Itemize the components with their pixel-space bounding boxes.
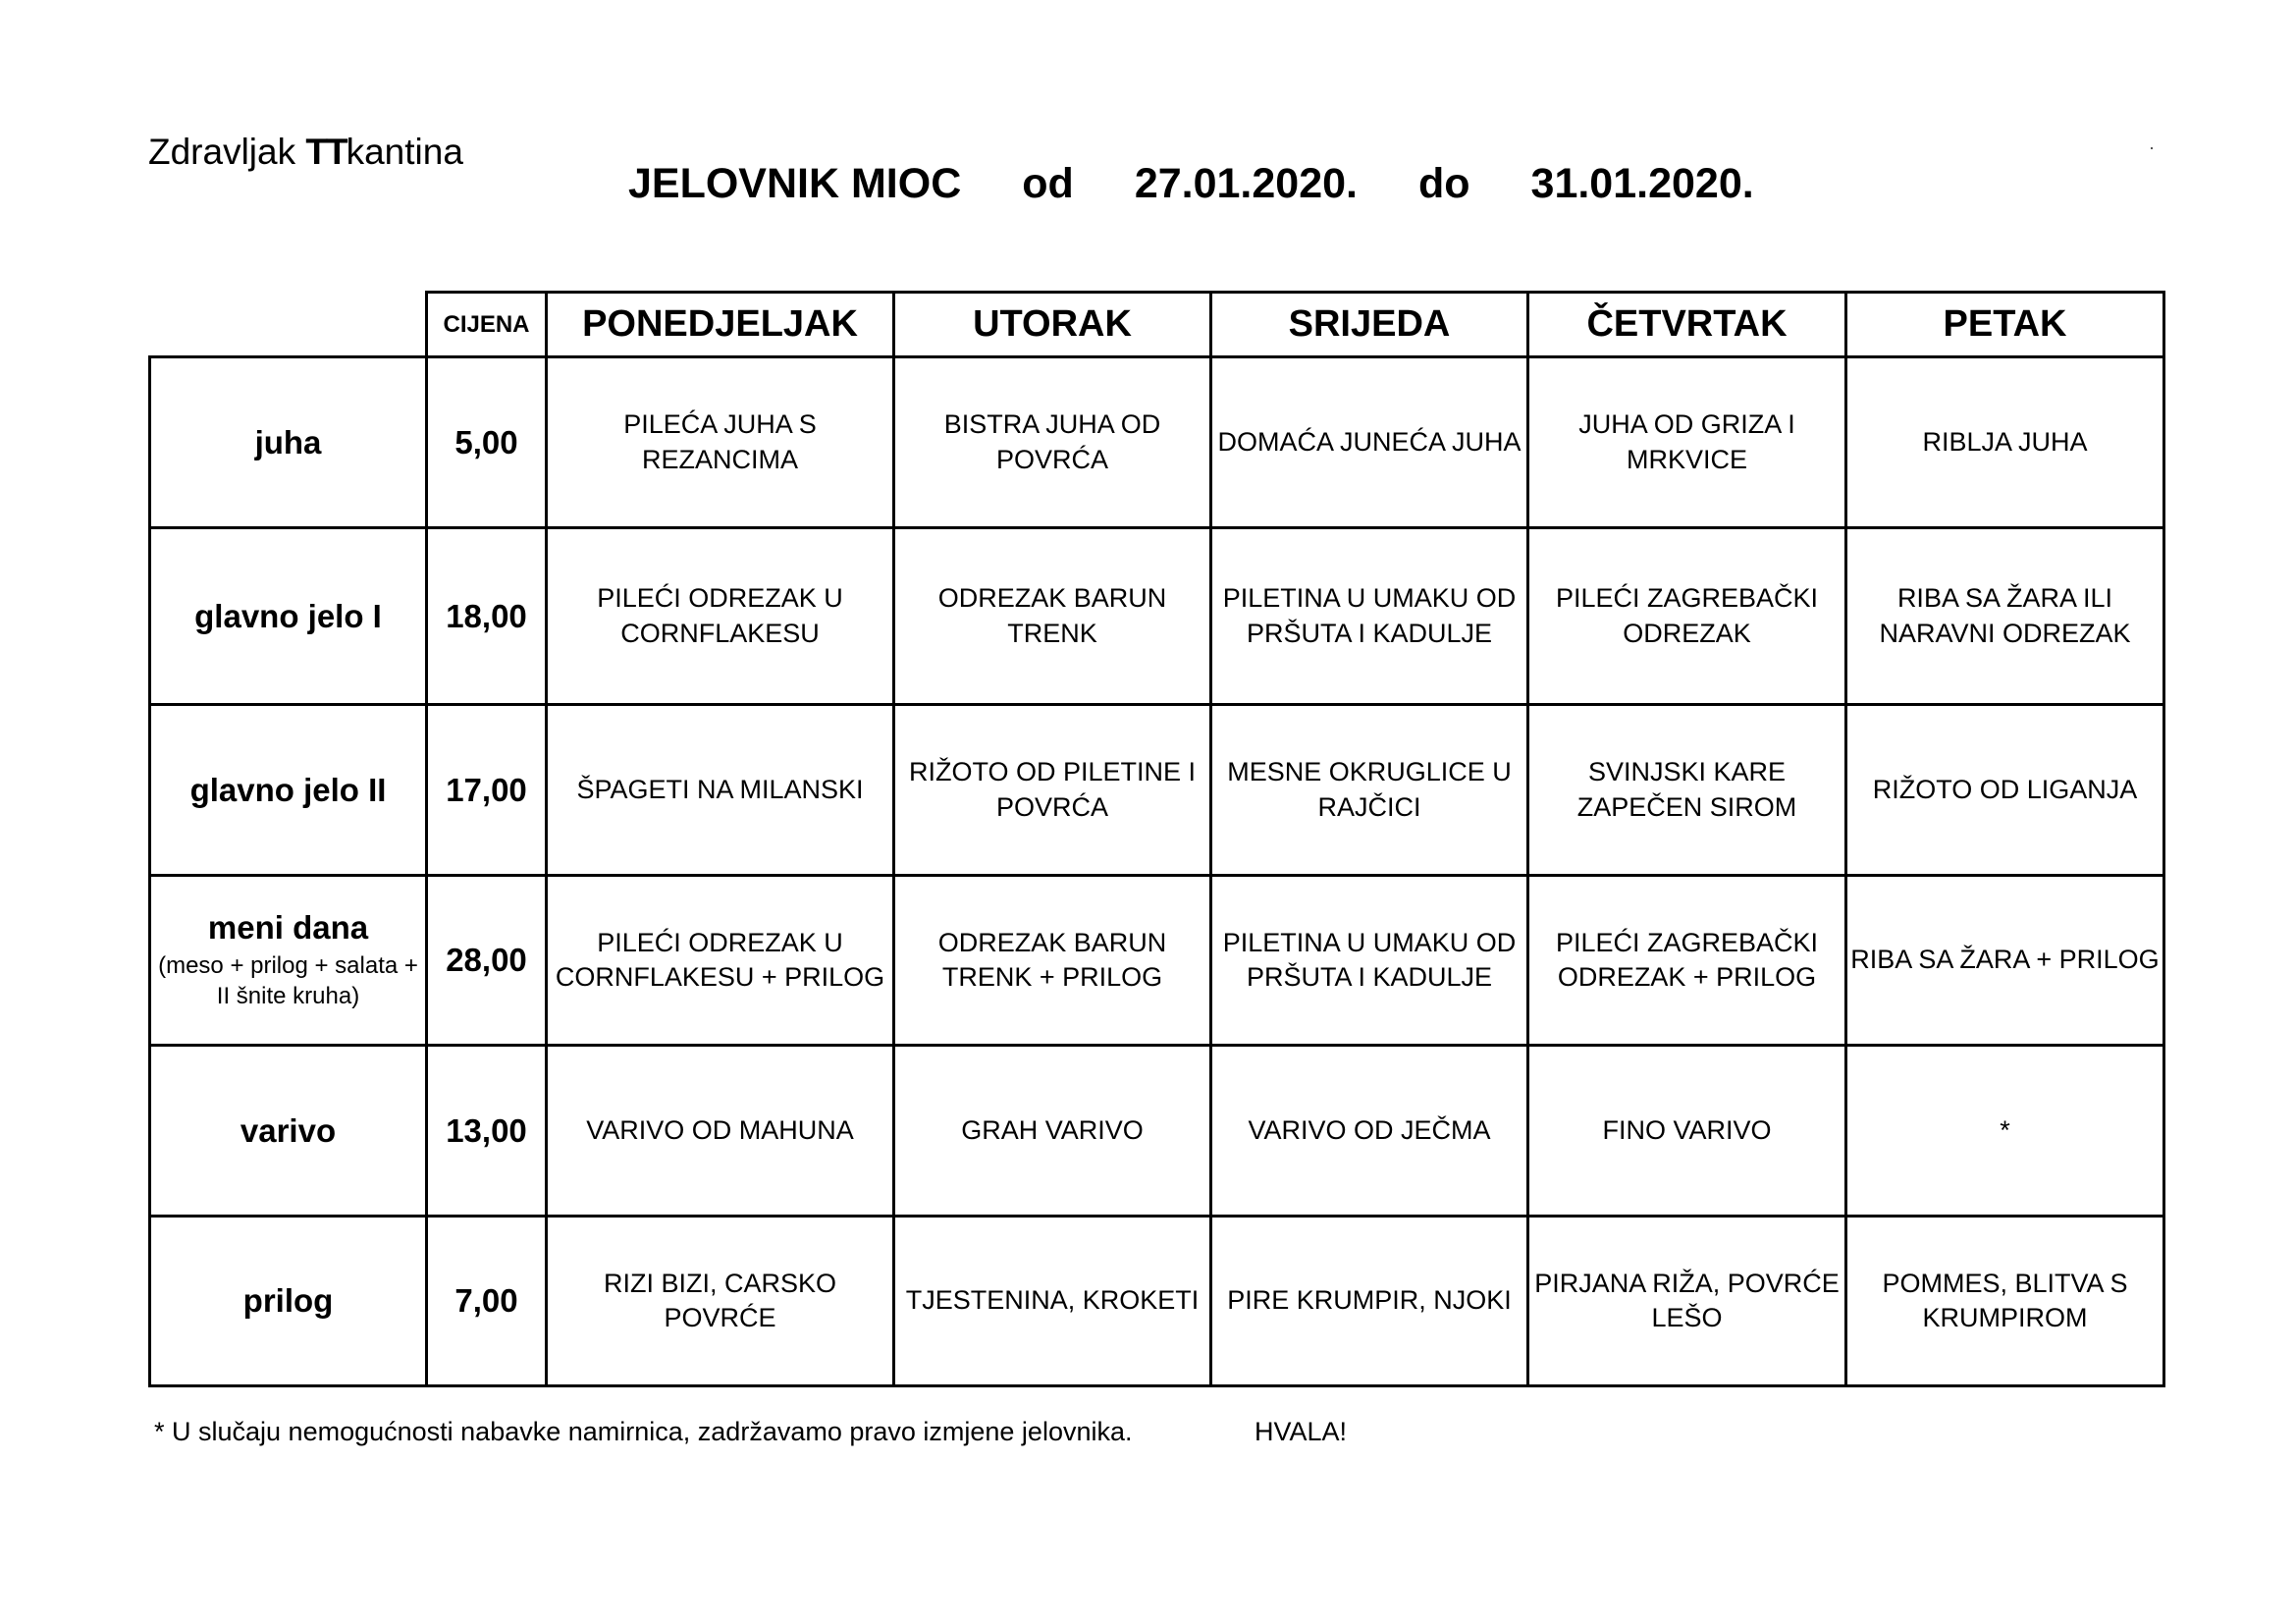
day-header-monday: PONEDJELJAK — [547, 293, 894, 357]
menu-item: PILEĆA JUHA S REZANCIMA — [547, 357, 894, 528]
menu-item: JUHA OD GRIZA I MRKVICE — [1528, 357, 1846, 528]
brand-tt-logo: TT — [305, 132, 347, 172]
corner-cell — [150, 293, 427, 357]
row-label: varivo — [150, 1046, 427, 1217]
row-price: 28,00 — [427, 876, 547, 1046]
day-header-tuesday: UTORAK — [894, 293, 1211, 357]
row-price: 5,00 — [427, 357, 547, 528]
menu-item: DOMAĆA JUNEĆA JUHA — [1211, 357, 1528, 528]
row-price: 7,00 — [427, 1217, 547, 1386]
menu-row-prilog — [150, 1217, 2164, 1386]
menu-item: BISTRA JUHA OD POVRĆA — [894, 357, 1211, 528]
row-label: glavno jelo II — [150, 705, 427, 876]
menu-item: PILEĆI ZAGREBAČKI ODREZAK — [1528, 528, 1846, 705]
menu-item: RIBA SA ŽARA ILI NARAVNI ODREZAK — [1846, 528, 2164, 705]
canteen-brand — [148, 134, 463, 170]
menu-item: PILETINA U UMAKU OD PRŠUTA I KADULJE — [1211, 876, 1528, 1046]
date-from: 27.01.2020. — [1134, 160, 1358, 207]
menu-item: PILETINA U UMAKU OD PRŠUTA I KADULJE — [1211, 528, 1528, 705]
menu-item: VARIVO OD JEČMA — [1211, 1046, 1528, 1217]
menu-item: RIZI BIZI, CARSKO POVRĆE — [547, 1217, 894, 1386]
day-header-friday: PETAK — [1846, 293, 2164, 357]
price-header: CIJENA — [427, 293, 547, 357]
day-header-thursday: ČETVRTAK — [1528, 293, 1846, 357]
menu-item: RIBA SA ŽARA + PRILOG — [1846, 876, 2164, 1046]
brand-suffix: kantina — [346, 132, 463, 172]
menu-item: ODREZAK BARUN TRENK — [894, 528, 1211, 705]
title-prefix: JELOVNIK MIOC — [628, 160, 962, 207]
menu-item: PIRJANA RIŽA, POVRĆE LEŠO — [1528, 1217, 1846, 1386]
menu-item: * — [1846, 1046, 2164, 1217]
day-header-wednesday: SRIJEDA — [1211, 293, 1528, 357]
row-sublabel: (meso + prilog + salata + II šnite kruha) — [158, 951, 418, 1009]
brand-name: Zdravljak — [148, 132, 306, 172]
menu-item: RIŽOTO OD PILETINE I POVRĆA — [894, 705, 1211, 876]
menu-item: ODREZAK BARUN TRENK + PRILOG — [894, 876, 1211, 1046]
row-label: juha — [150, 357, 427, 528]
menu-item: VARIVO OD MAHUNA — [547, 1046, 894, 1217]
title-to: do — [1417, 160, 1470, 207]
menu-item: ŠPAGETI NA MILANSKI — [547, 705, 894, 876]
menu-row-glavno-jelo-2 — [150, 705, 2164, 876]
footnote: * U slučaju nemogućnosti nabavke namirnica, zadržavamo pravo izmjene jelovnika. — [154, 1417, 1133, 1446]
menu-item: SVINJSKI KARE ZAPEČEN SIROM — [1528, 705, 1846, 876]
title-from: od — [1022, 160, 1074, 207]
menu-item: PIRE KRUMPIR, NJOKI — [1211, 1217, 1528, 1386]
menu-title — [628, 160, 1754, 208]
menu-item: RIŽOTO OD LIGANJA — [1846, 705, 2164, 876]
row-label: meni dana (meso + prilog + salata + II šnite kruha) — [150, 876, 427, 1046]
date-to: 31.01.2020. — [1530, 160, 1754, 207]
menu-row-juha — [150, 357, 2164, 528]
menu-row-varivo — [150, 1046, 2164, 1217]
menu-row-glavno-jelo-1 — [150, 528, 2164, 705]
menu-item: GRAH VARIVO — [894, 1046, 1211, 1217]
thanks-note: HVALA! — [1255, 1417, 1348, 1446]
menu-row-meni-dana — [150, 876, 2164, 1046]
menu-item: PILEĆI ZAGREBAČKI ODREZAK + PRILOG — [1528, 876, 1846, 1046]
row-price: 18,00 — [427, 528, 547, 705]
menu-item: RIBLJA JUHA — [1846, 357, 2164, 528]
menu-item: PILEĆI ODREZAK U CORNFLAKESU — [547, 528, 894, 705]
menu-item: FINO VARIVO — [1528, 1046, 1846, 1217]
menu-item: PILEĆI ODREZAK U CORNFLAKESU + PRILOG — [547, 876, 894, 1046]
header-row — [150, 293, 2164, 357]
menu-item: POMMES, BLITVA S KRUMPIROM — [1846, 1217, 2164, 1386]
stray-dot — [2151, 147, 2153, 149]
row-label: glavno jelo I — [150, 528, 427, 705]
menu-item: TJESTENINA, KROKETI — [894, 1217, 1211, 1386]
row-price: 17,00 — [427, 705, 547, 876]
weekly-menu-table — [148, 291, 2165, 1387]
row-price: 13,00 — [427, 1046, 547, 1217]
row-label: prilog — [150, 1217, 427, 1386]
menu-item: MESNE OKRUGLICE U RAJČICI — [1211, 705, 1528, 876]
